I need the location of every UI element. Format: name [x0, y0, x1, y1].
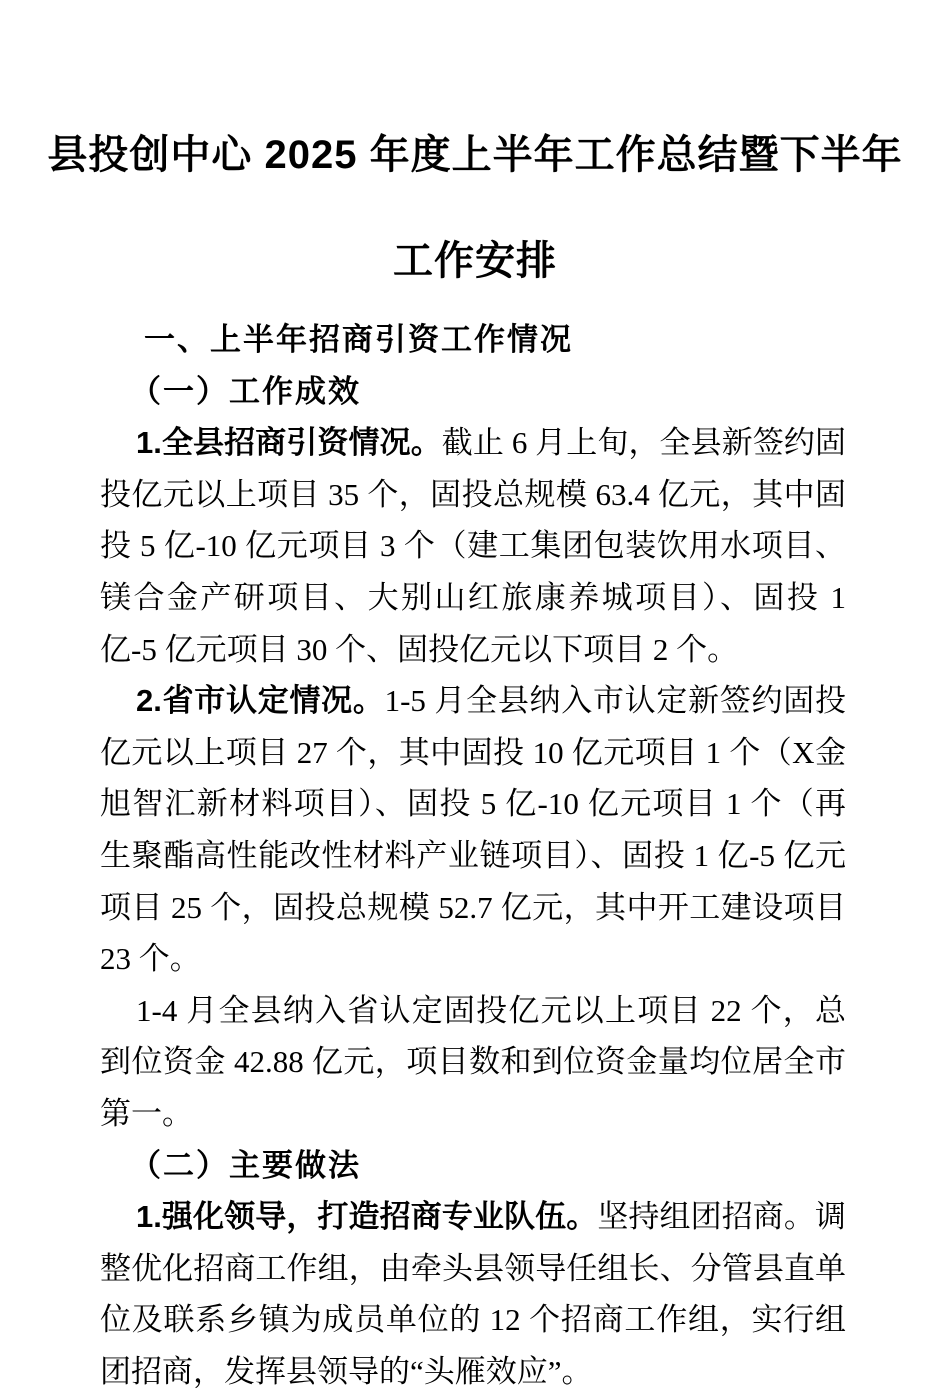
document-title-line2: 工作安排: [393, 239, 557, 283]
paragraph-text-city-recognition: 1-5 月全县纳入市认定新签约固投亿元以上项目 27 个，其中固投 10 亿元项目 1 个（X金旭智汇新材料项目）、固投 5 亿-10 亿元项目 1 个（再生聚酯高性能改性材料产业链项目）、固投 1 亿-5 亿元项目 25 个，固投总规模 52.7 亿元，其中开工建设项目 23 个。: [100, 683, 846, 977]
paragraph-strengthen-leadership: [100, 1191, 846, 1397]
paragraph-text-province-recognition: 1-4 月全县纳入省认定固投亿元以上项目 22 个，总到位资金 42.88 亿元，项目数和到位资金量均位居全市第一。: [100, 992, 846, 1131]
paragraph-lead-strengthen-leadership: 1.强化领导，打造招商专业队伍。: [136, 1199, 598, 1235]
paragraph-city-recognition: [100, 675, 846, 985]
section-heading-first-half-investment-work: 一、上半年招商引资工作情况: [144, 322, 573, 357]
document-title-line1: 县投创中心 2025 年度上半年工作总结暨下半年: [47, 133, 903, 177]
paragraph-province-recognition: [100, 985, 846, 1140]
document-body: [100, 314, 846, 1397]
paragraph-lead-county-investment: 1.全县招商引资情况。: [136, 425, 442, 461]
paragraph-county-investment-overview: [100, 417, 846, 675]
subsection-heading-main-practices: （二）主要做法: [130, 1147, 361, 1183]
subsection-heading-work-results: （一）工作成效: [130, 373, 361, 409]
document-title: [0, 0, 950, 314]
paragraph-text-county-investment: 截止 6 月上旬，全县新签约固投亿元以上项目 35 个，固投总规模 63.4 亿元，其中固投 5 亿-10 亿元项目 3 个（建工集团包装饮用水项目、镁合金产研项目、大别山红旅康养城项目）、固投 1 亿-5 亿元项目 30 个、固投亿元以下项目 2 个。: [100, 425, 847, 667]
paragraph-lead-city-recognition: 2.省市认定情况。: [136, 683, 385, 719]
paragraph-text-strengthen-leadership: 坚持组团招商。调整优化招商工作组，由牵头县领导任组长、分管县直单位及联系乡镇为成员单位的 12 个招商工作组，实行组团招商，发挥县领导的“头雁效应”。: [100, 1199, 846, 1389]
